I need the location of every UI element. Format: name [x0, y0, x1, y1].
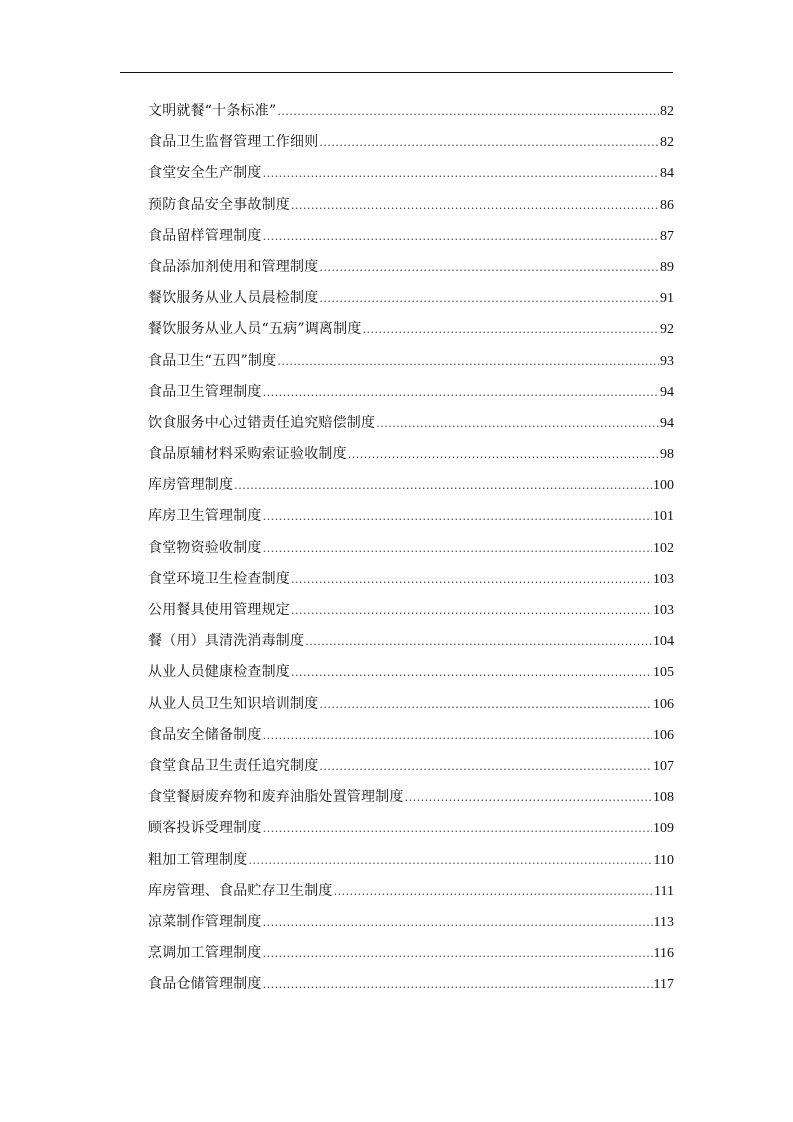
toc-entry-title: 库房卫生管理制度 [148, 508, 262, 525]
toc-entry[interactable] [148, 158, 674, 189]
toc-leader-dots [334, 876, 653, 907]
toc-entry-title: 烹调加工管理制度 [148, 945, 262, 962]
toc-entry-page: 100 [653, 478, 674, 494]
toc-entry-page: 103 [653, 603, 674, 618]
toc-entry[interactable] [148, 938, 674, 969]
toc-entry-page: 106 [653, 727, 674, 743]
toc-entry-title: 文明就餐“十条标准” [148, 103, 277, 119]
toc-entry[interactable] [148, 845, 674, 876]
toc-entry-title: 从业人员健康检查制度 [148, 664, 290, 681]
toc-leader-dots [291, 190, 659, 221]
toc-entry-title: 食品添加剂使用和管理制度 [148, 258, 319, 275]
toc-entry-page: 117 [653, 977, 674, 993]
toc-entry-title: 食品卫生“五四”制度 [148, 352, 277, 369]
toc-leader-dots [319, 689, 652, 720]
toc-entry[interactable] [148, 439, 674, 470]
toc-leader-dots [319, 283, 659, 314]
toc-entry[interactable] [148, 127, 674, 158]
toc-entry[interactable] [148, 657, 674, 688]
toc-entry-page: 108 [653, 790, 674, 806]
toc-entry-page: 92 [660, 322, 674, 338]
toc-leader-dots [263, 501, 652, 532]
toc-entry-page: 106 [653, 696, 674, 712]
toc-entry-page: 111 [654, 883, 674, 899]
toc-leader-dots [263, 158, 659, 189]
toc-leader-dots [291, 657, 652, 688]
toc-entry-title: 公用餐具使用管理规定 [148, 602, 290, 618]
toc-entry-title: 食堂物资验收制度 [148, 539, 262, 556]
toc-entry[interactable] [148, 252, 674, 283]
toc-entry[interactable] [148, 751, 674, 782]
toc-entry-title: 食品安全储备制度 [148, 726, 262, 743]
toc-entry-title: 食品原辅材料采购索证验收制度 [148, 446, 347, 463]
toc-leader-dots [405, 782, 652, 813]
toc-entry-title: 食堂餐厨废弃物和废弃油脂处置管理制度 [148, 789, 404, 806]
toc-entry-title: 食品留样管理制度 [148, 227, 262, 244]
toc-leader-dots [319, 751, 652, 782]
toc-entry-title: 预防食品安全事故制度 [148, 196, 290, 213]
toc-entry-title: 顾客投诉受理制度 [148, 820, 262, 837]
toc-entry-title: 库房管理制度 [148, 477, 234, 494]
toc-entry[interactable] [148, 346, 674, 377]
toc-entry-page: 105 [653, 665, 674, 681]
toc-leader-dots [376, 408, 659, 439]
toc-leader-dots [263, 720, 652, 751]
toc-entry[interactable] [148, 876, 674, 907]
toc-entry[interactable] [148, 813, 674, 844]
toc-entry[interactable] [148, 96, 674, 127]
toc-entry[interactable] [148, 377, 674, 408]
toc-leader-dots [234, 470, 652, 501]
toc-entry-page: 82 [660, 135, 674, 151]
toc-entry-page: 93 [660, 353, 674, 369]
toc-entry[interactable] [148, 595, 674, 626]
toc-entry-page: 94 [660, 415, 674, 431]
toc-entry-title: 饮食服务中心过错责任追究赔偿制度 [148, 414, 376, 431]
toc-entry[interactable] [148, 470, 674, 501]
toc-leader-dots [319, 127, 659, 158]
toc-entry-page: 84 [660, 166, 674, 182]
toc-leader-dots [363, 314, 659, 345]
toc-entry-page: 82 [660, 104, 674, 119]
toc-entry-page: 87 [660, 228, 674, 244]
toc-leader-dots [263, 907, 653, 938]
toc-leader-dots [248, 845, 652, 876]
toc-leader-dots [263, 938, 653, 969]
toc-entry-title: 食堂食品卫生责任追究制度 [148, 757, 319, 774]
toc-entry-page: 94 [660, 384, 674, 400]
table-of-contents [148, 96, 674, 1000]
toc-entry-title: 餐饮服务从业人员“五病”调离制度 [148, 321, 362, 338]
toc-entry[interactable] [148, 283, 674, 314]
toc-entry[interactable] [148, 782, 674, 813]
toc-entry[interactable] [148, 564, 674, 595]
toc-entry[interactable] [148, 501, 674, 532]
toc-entry-title: 从业人员卫生知识培训制度 [148, 695, 319, 712]
toc-entry-page: 102 [653, 540, 674, 556]
toc-leader-dots [277, 96, 659, 127]
toc-entry-page: 107 [653, 758, 674, 774]
toc-entry-title: 凉菜制作管理制度 [148, 913, 262, 930]
toc-leader-dots [263, 533, 652, 564]
toc-entry-page: 91 [660, 291, 674, 307]
toc-entry[interactable] [148, 190, 674, 221]
toc-entry-page: 89 [660, 259, 674, 275]
toc-entry-title: 食品卫生监督管理工作细则 [148, 134, 319, 151]
toc-entry-title: 食堂安全生产制度 [148, 165, 262, 182]
toc-leader-dots [291, 564, 652, 595]
toc-leader-dots [291, 595, 652, 626]
toc-entry-title: 食品仓储管理制度 [148, 976, 262, 993]
toc-leader-dots [305, 626, 652, 657]
toc-leader-dots [348, 439, 659, 470]
toc-entry[interactable] [148, 314, 674, 345]
toc-entry[interactable] [148, 221, 674, 252]
toc-entry-page: 109 [653, 821, 674, 837]
toc-entry-page: 116 [653, 946, 674, 962]
toc-entry-page: 101 [653, 509, 674, 525]
header-rule [120, 72, 673, 73]
toc-entry-page: 113 [653, 914, 674, 930]
toc-leader-dots [263, 969, 653, 1000]
toc-entry-page: 104 [653, 634, 674, 650]
toc-leader-dots [263, 221, 659, 252]
toc-leader-dots [263, 377, 659, 408]
toc-entry[interactable] [148, 907, 674, 938]
toc-entry-title: 餐（用）具清洗消毒制度 [148, 633, 305, 650]
toc-entry[interactable] [148, 626, 674, 657]
toc-entry-page: 86 [660, 197, 674, 213]
toc-entry[interactable] [148, 689, 674, 720]
toc-entry-title: 食堂环境卫生检查制度 [148, 570, 290, 587]
toc-entry-title: 库房管理、食品贮存卫生制度 [148, 882, 333, 899]
toc-entry-title: 粗加工管理制度 [148, 851, 248, 868]
toc-entry[interactable] [148, 408, 674, 439]
toc-entry[interactable] [148, 969, 674, 1000]
toc-leader-dots [263, 813, 652, 844]
toc-leader-dots [319, 252, 659, 283]
toc-entry-page: 103 [653, 571, 674, 587]
toc-entry-page: 110 [653, 852, 674, 868]
toc-leader-dots [277, 346, 659, 377]
toc-entry-title: 食品卫生管理制度 [148, 383, 262, 400]
toc-entry[interactable] [148, 720, 674, 751]
toc-entry-title: 餐饮服务从业人员晨检制度 [148, 290, 319, 307]
toc-entry[interactable] [148, 533, 674, 564]
toc-entry-page: 98 [660, 447, 674, 463]
